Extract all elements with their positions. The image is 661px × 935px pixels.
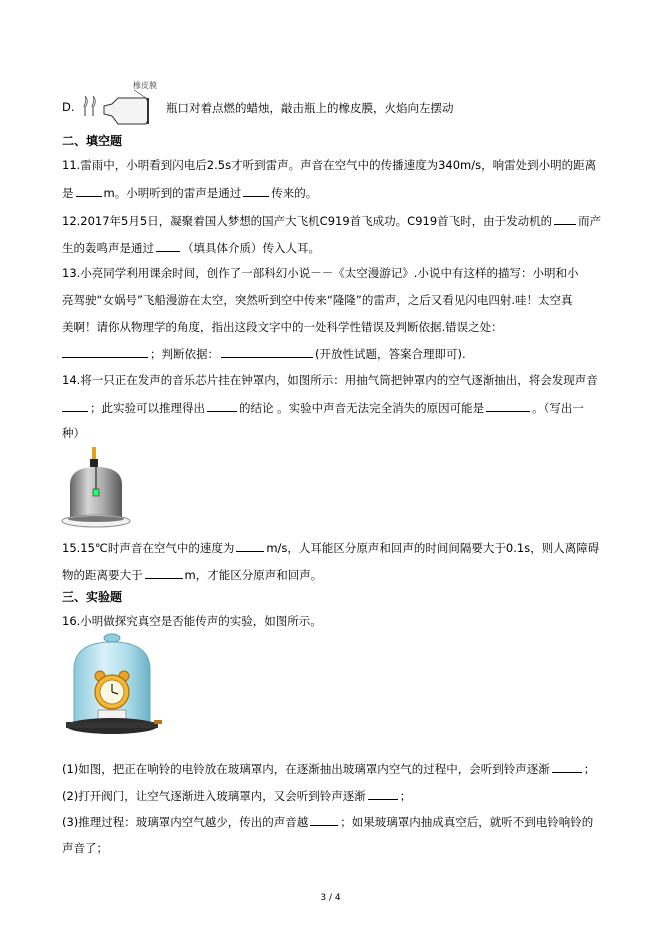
vacuum-bell-figure [62,630,164,742]
q14-blank-conclusion[interactable] [207,399,237,412]
q16-blank-part3[interactable] [310,813,338,826]
q12-blank-medium[interactable] [156,239,180,252]
q11-line2: 是 m。小明听到的雷声是通过 传来的。 [62,186,318,200]
q15-blank-speed[interactable] [236,539,264,552]
option-d-label: D. [62,100,75,114]
q14-line2: ；此实验可以推理得出 的结论 。实验中声音无法完全消失的原因可能是 。（写出一 [62,399,584,416]
q15-blank-distance[interactable] [145,566,183,579]
q16-blank-part1[interactable] [552,760,582,773]
q16-part2: (2)打开阀门，让空气逐渐进入玻璃罩内，又会听到铃声逐渐 ； [62,789,412,803]
q14-line3: 种） [62,426,85,440]
q11-blank-distance[interactable] [76,184,102,197]
q14-line1: 14.将一只正在发声的音乐芯片挂在钟罩内，如图所示：用抽气筒把钟罩内的空气逐渐抽出，将会发现声音 [62,373,598,387]
q13-line3: 美啊！请你从物理学的角度，指出这段文字中的一处科学性错误及判断依据.错误之处： [62,320,503,334]
q13-line4: ；判断依据： (开放性试题，答案合理即可). [62,345,466,362]
q13-line2: 亮驾驶“女娲号”飞船漫游在太空，突然听到空中传来“隆隆”的雷声，之后又看见闪电四射.哇！太空真 [62,293,573,307]
q16-part3: (3)推理过程：玻璃罩内空气越少，传出的声音越 ；如果玻璃罩内抽成真空后，就听不到电铃响铃的 [62,815,594,829]
q13-blank-error[interactable] [62,345,148,358]
q16-part1: (1)如图，把正在响铃的电铃放在玻璃罩内，在逐渐抽出玻璃罩内空气的过程中，会听到铃声逐渐 ； [62,762,596,776]
q12-line1: 12.2017年5月5日，凝聚着国人梦想的国产大飞机C919首飞成功。C919首飞时，由于发动机的 而产 [62,214,602,228]
q13-line1: 13.小亮同学利用课余时间，创作了一部科幻小说－－《太空漫游记》.小说中有这样的描写：小明和小 [62,266,579,280]
section-fill-in: 二、填空题 [62,134,123,148]
q14-blank-reason[interactable] [486,399,530,412]
alarm-clock-bell-jar-icon [62,630,164,742]
q16-part3-cont: 声音了； [62,841,108,855]
q16-blank-part2[interactable] [368,787,398,800]
option-d-text: 瓶口对着点燃的蜡烛，敲击瓶上的橡皮膜，火焰向左摆动 [166,101,454,115]
q13-blank-basis[interactable] [221,345,313,358]
q11-blank-medium[interactable] [243,184,269,197]
q15-line1: 15.15℃时声音在空气中的速度为 m/s，人耳能区分原声和回声的时间间隔要大于0.1s，则人离障碍 [62,541,600,555]
q12-blank-source[interactable] [554,212,576,225]
option-d-figure-label: 橡皮膜 [133,81,157,90]
page-number: 3 / 4 [320,893,341,903]
q14-blank-change[interactable] [62,399,88,412]
bell-jar-figure [60,445,132,529]
q11-line1: 11.雷雨中，小明看到闪电后2.5s才听到雷声。声音在空气中的传播速度为340m/s，响雷处到小明的距离 [62,158,597,172]
q12-line2: 生的轰鸣声是通过 （填具体介质）传入人耳。 [62,241,320,255]
section-experiment: 三、实验题 [62,590,123,604]
q15-line2: 物的距离要大于 m，才能区分原声和回声。 [62,568,323,582]
bell-jar-icon [60,445,132,529]
q16-stem: 16.小明做探究真空是否能传声的实验，如图所示。 [62,614,322,628]
